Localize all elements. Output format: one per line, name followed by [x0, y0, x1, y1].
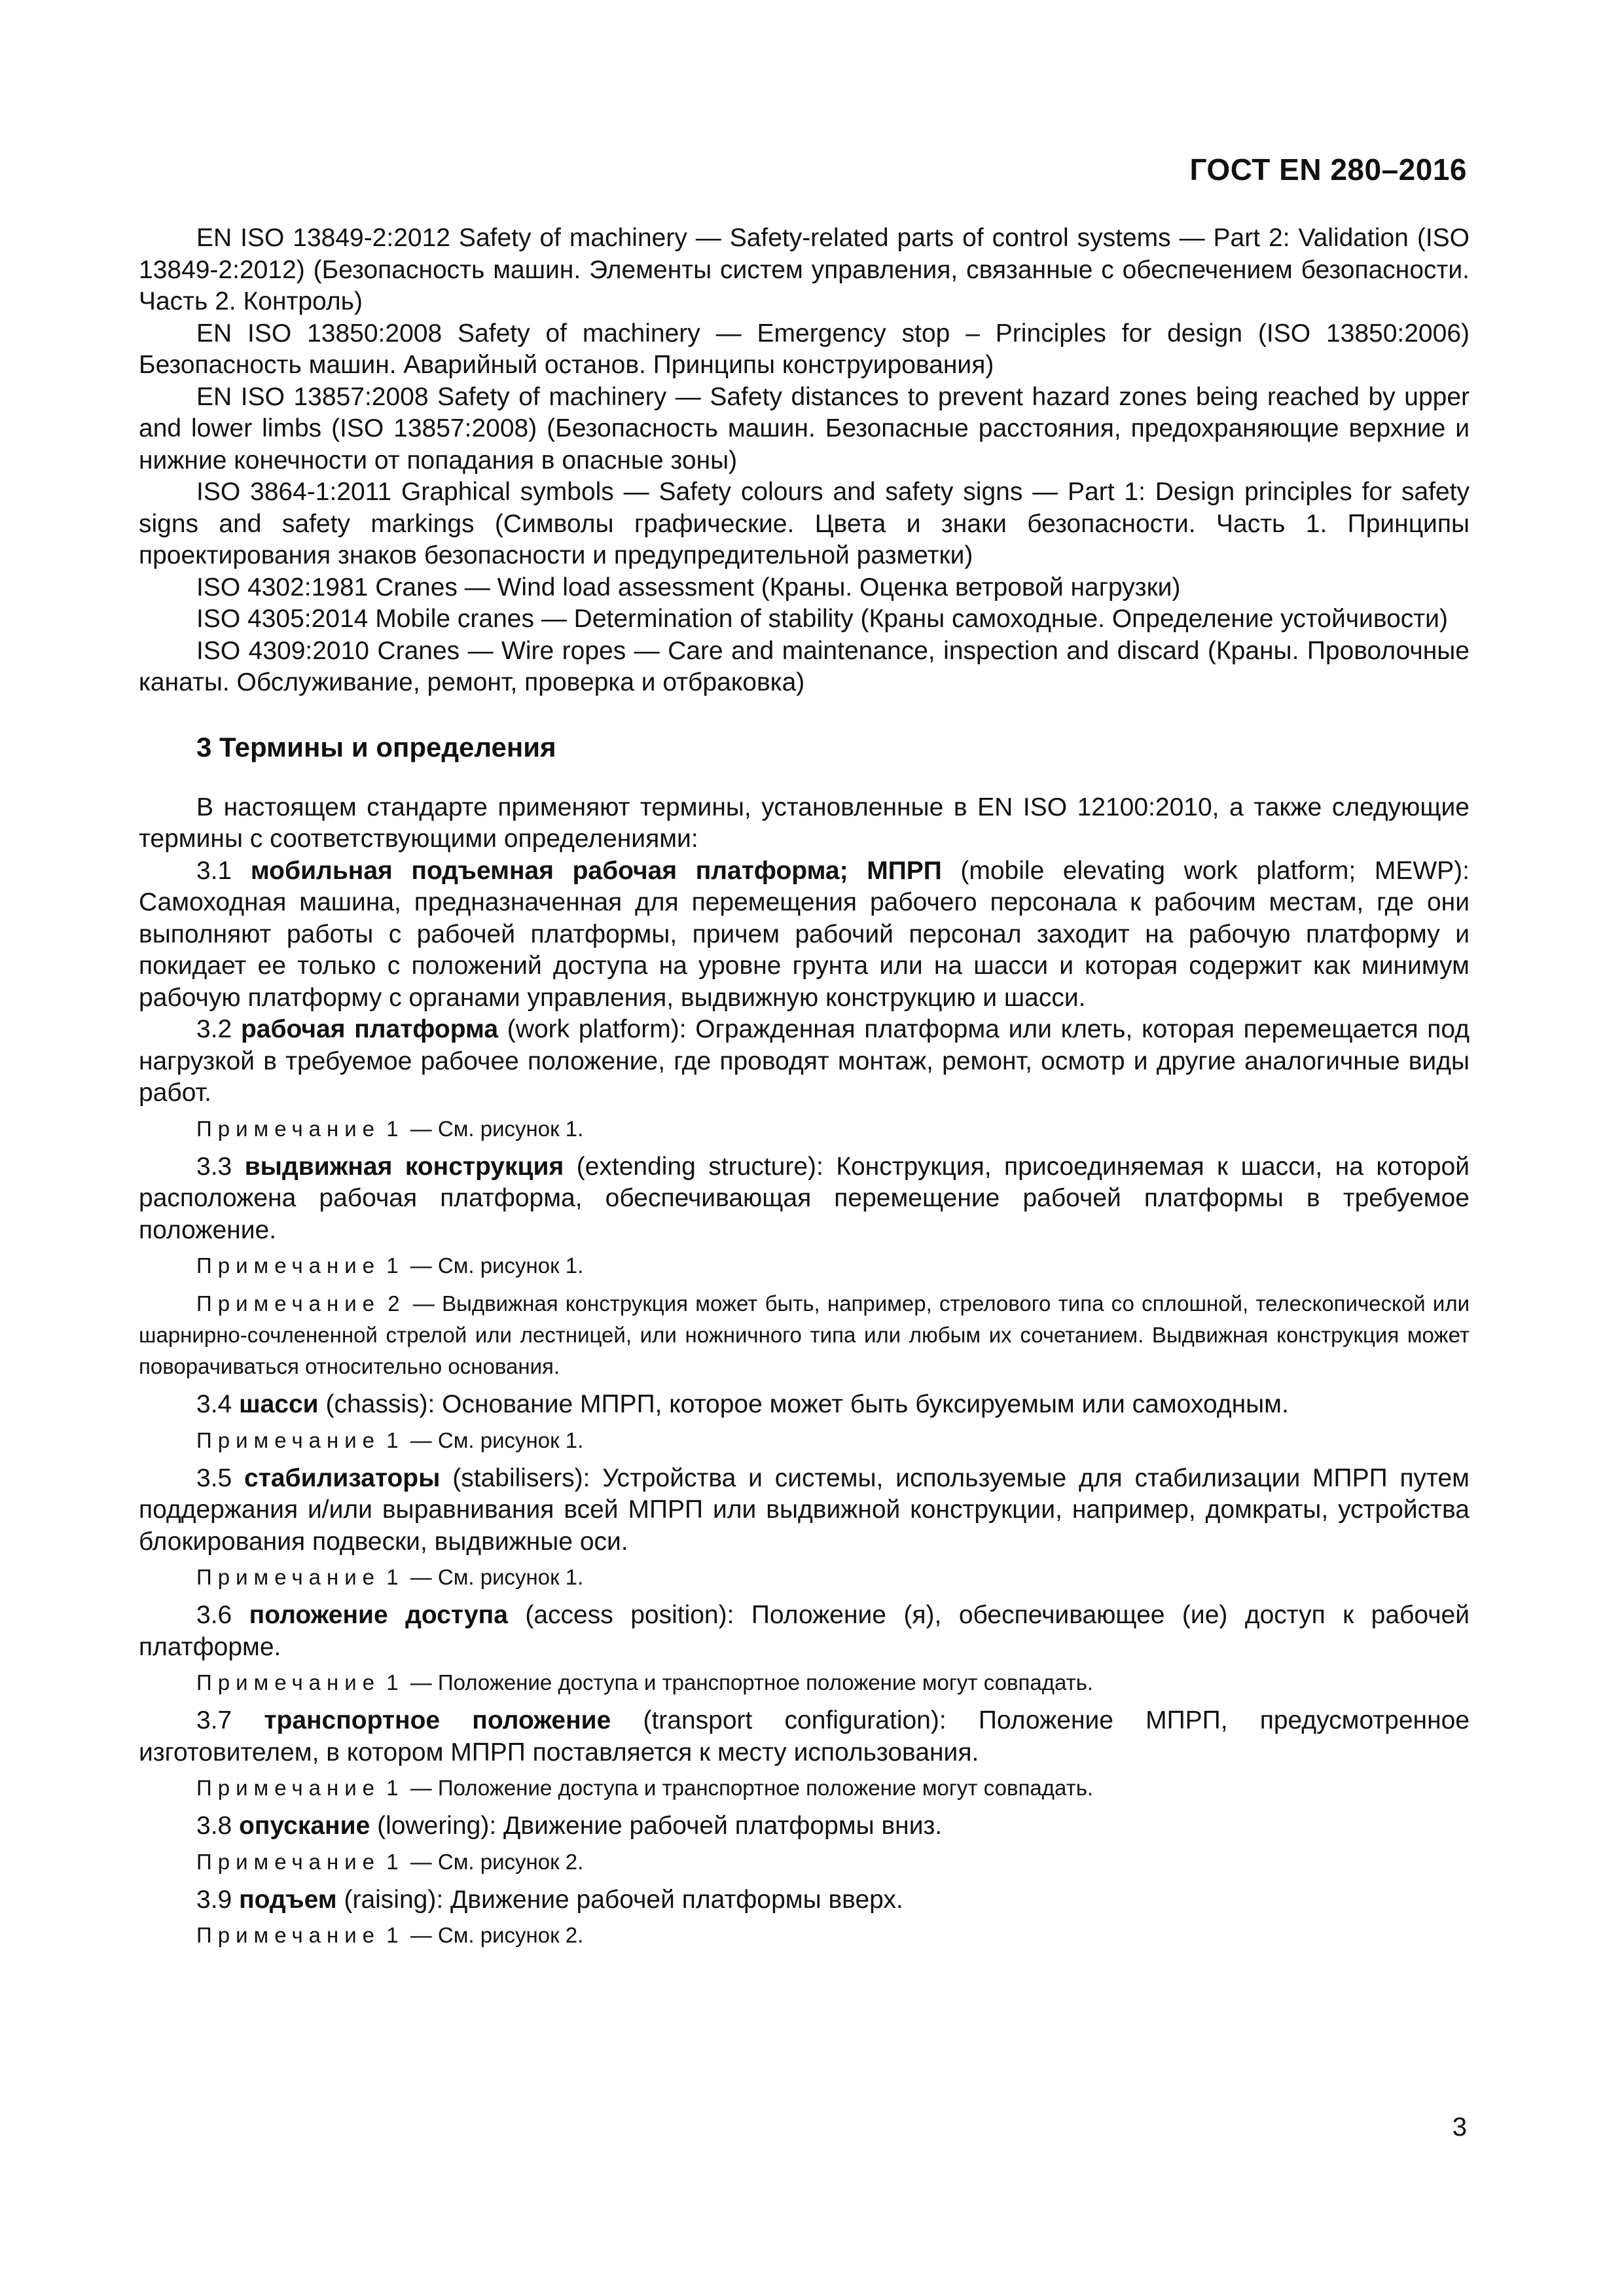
- note-number: 1: [386, 1427, 405, 1452]
- term-note: [139, 1425, 1470, 1456]
- term-number: 3.7: [196, 1706, 232, 1734]
- note-number: 1: [386, 1849, 405, 1874]
- note-text: — Положение доступа и транспортное положение могут совпадать.: [404, 1776, 1094, 1800]
- section-title: 3 Термины и определения: [196, 731, 556, 762]
- note-label: Примечание: [196, 1776, 381, 1800]
- term-note: [139, 1288, 1470, 1382]
- term-number: 3.2: [196, 1015, 232, 1043]
- note-number: 1: [386, 1565, 405, 1589]
- term-number: 3.8: [196, 1812, 232, 1840]
- term-number: 3.9: [196, 1885, 232, 1914]
- term-text: (extending structure): Конструкция, присоединяемая к шасси, на которой расположена рабочая платформа, обеспечивающая перемещение рабочей платформы в требуемое положение.: [139, 1152, 1470, 1244]
- note-text: — См. рисунок 1.: [404, 1565, 584, 1589]
- term-text: (stabilisers): Устройства и системы, используемые для стабилизации МПРП путем поддержания и/или выравнивания всей МПРП или выдвижной конструкции, например, домкраты, устройства блокирования подвески, выдвижные оси.: [139, 1463, 1470, 1556]
- note-number: 1: [386, 1253, 405, 1278]
- term-number: 3.6: [196, 1601, 232, 1629]
- term-text: (chassis): Основание МПРП, которое может быть буксируемым или самоходным.: [318, 1390, 1289, 1418]
- page-content: [139, 223, 1470, 1958]
- term-definition: [139, 1151, 1470, 1247]
- term-name: транспортное положение: [264, 1706, 611, 1734]
- reference-item: ISO 3864-1:2011 Graphical symbols — Safety colours and safety signs — Part 1: Design principles for safety signs and safety markings (Символы графические. Цвета и знаки безопасности. Часть 1. Принципы проектирования знаков безопасности и предупредительной разметки): [139, 478, 1470, 569]
- note-number: 2: [388, 1291, 406, 1316]
- term-text: (work platform): Огражденная платформа или клеть, которая перемещается под нагрузкой в требуемое рабочее положение, где проводят монтаж, ремонт, осмотр и другие аналогичные виды работ.: [139, 1015, 1470, 1107]
- term-text: (lowering): Движение рабочей платформы вниз.: [370, 1812, 943, 1840]
- term-note: [139, 1920, 1470, 1951]
- reference-item: EN ISO 13849-2:2012 Safety of machinery — Safety-related parts of control systems — Part 2: Validation (ISO 13849-2:2012) (Безопасность машин. Элементы систем управления, связанные с обеспечением безопасности. Часть 2. Контроль): [139, 224, 1470, 315]
- term-text: (transport configuration): Положение МПРП, предусмотренное изготовителем, в котором МПРП поставляется к месту использования.: [139, 1706, 1470, 1767]
- reference-item: ISO 4305:2014 Mobile cranes — Determination of stability (Краны самоходные. Определение устойчивости): [196, 605, 1448, 633]
- note-text: — См. рисунок 1.: [404, 1427, 584, 1452]
- term-text: (raising): Движение рабочей платформы вверх.: [336, 1885, 903, 1914]
- term-name: рабочая платформа: [240, 1015, 499, 1043]
- term-number: 3.1: [196, 856, 232, 885]
- note-number: 1: [386, 1776, 405, 1800]
- page-number: 3: [1452, 2113, 1467, 2142]
- terms-list: [139, 855, 1470, 1952]
- term-text: (mobile elevating work platform; MEWP): Самоходная машина, предназначенная для перемещения рабочего персонала к рабочим местам, где они выполняют работы с рабочей платформы, причем рабочий персонал заходит на рабочую платформу и покидает ее только с положений доступа на уровне грунта или на шасси и которая содержит как минимум рабочую платформу с органами управления, выдвижную конструкцию и шасси.: [139, 856, 1470, 1012]
- note-label: Примечание: [196, 1427, 381, 1452]
- term-name: выдвижная конструкция: [244, 1152, 564, 1181]
- note-label: Примечание: [196, 1670, 381, 1695]
- term-definition: [139, 1810, 1470, 1842]
- section-intro: В настоящем стандарте применяют термины, установленные в EN ISO 12100:2010, а также следующие термины с соответствующими определениями:: [139, 793, 1470, 853]
- reference-item: EN ISO 13850:2008 Safety of machinery — Emergency stop – Principles for design (ISO 13850:2006) Безопасность машин. Аварийный останов. Принципы конструирования): [139, 319, 1470, 379]
- term-name: опускание: [239, 1812, 370, 1840]
- term-text: (access position): Положение (я), обеспечивающее (ие) доступ к рабочей платформе.: [139, 1601, 1470, 1661]
- reference-item: ISO 4302:1981 Cranes — Wind load assessment (Краны. Оценка ветровой нагрузки): [196, 573, 1181, 601]
- term-definition: [139, 1389, 1470, 1421]
- note-number: 1: [386, 1923, 405, 1947]
- term-name: положение доступа: [249, 1601, 508, 1629]
- term-note: [139, 1772, 1470, 1804]
- note-text: — См. рисунок 1.: [404, 1116, 584, 1141]
- term-note: [139, 1667, 1470, 1698]
- note-label: Примечание: [196, 1291, 381, 1316]
- term-definition: [139, 1884, 1470, 1916]
- note-label: Примечание: [196, 1849, 381, 1874]
- note-text: — Выдвижная конструкция может быть, например, стрелового типа со сплошной, телескопической или шарнирно-сочлененной стрелой или лестницей, или ножничного типа или любым их сочетанием. Выдвижная конструкция может поворачиваться относительно основания.: [139, 1291, 1470, 1378]
- term-name: подъем: [239, 1885, 337, 1914]
- term-number: 3.3: [196, 1152, 232, 1181]
- note-label: Примечание: [196, 1565, 381, 1589]
- note-label: Примечание: [196, 1116, 381, 1141]
- note-number: 1: [386, 1670, 405, 1695]
- term-note: [139, 1846, 1470, 1878]
- term-definition: [139, 1463, 1470, 1558]
- term-definition: [139, 1600, 1470, 1663]
- term-name: шасси: [239, 1390, 319, 1418]
- note-text: — См. рисунок 1.: [404, 1253, 584, 1278]
- note-text: — См. рисунок 2.: [404, 1923, 584, 1947]
- note-number: 1: [386, 1116, 405, 1141]
- document-header: ГОСТ EN 280–2016: [1189, 152, 1467, 187]
- note-label: Примечание: [196, 1253, 381, 1278]
- term-note: [139, 1562, 1470, 1593]
- term-definition: [139, 1014, 1470, 1109]
- term-number: 3.4: [196, 1390, 232, 1418]
- term-name: мобильная подъемная рабочая платформа; МПРП: [250, 856, 942, 885]
- term-definition: [139, 1705, 1470, 1768]
- term-note: [139, 1250, 1470, 1282]
- term-definition: [139, 855, 1470, 1014]
- normative-references: [139, 223, 1470, 699]
- term-note: [139, 1113, 1470, 1145]
- term-number: 3.5: [196, 1463, 232, 1492]
- reference-item: EN ISO 13857:2008 Safety of machinery — Safety distances to prevent hazard zones being reached by upper and lower limbs (ISO 13857:2008) (Безопасность машин. Безопасные расстояния, предохраняющие верхние и нижние конечности от попадания в опасные зоны): [139, 382, 1470, 475]
- note-text: — Положение доступа и транспортное положение могут совпадать.: [404, 1670, 1094, 1695]
- note-label: Примечание: [196, 1923, 381, 1947]
- reference-item: ISO 4309:2010 Cranes — Wire ropes — Care and maintenance, inspection and discard (Краны. Проволочные канаты. Обслуживание, ремонт, проверка и отбраковка): [139, 636, 1470, 696]
- note-text: — См. рисунок 2.: [404, 1849, 584, 1874]
- term-name: стабилизаторы: [244, 1463, 441, 1492]
